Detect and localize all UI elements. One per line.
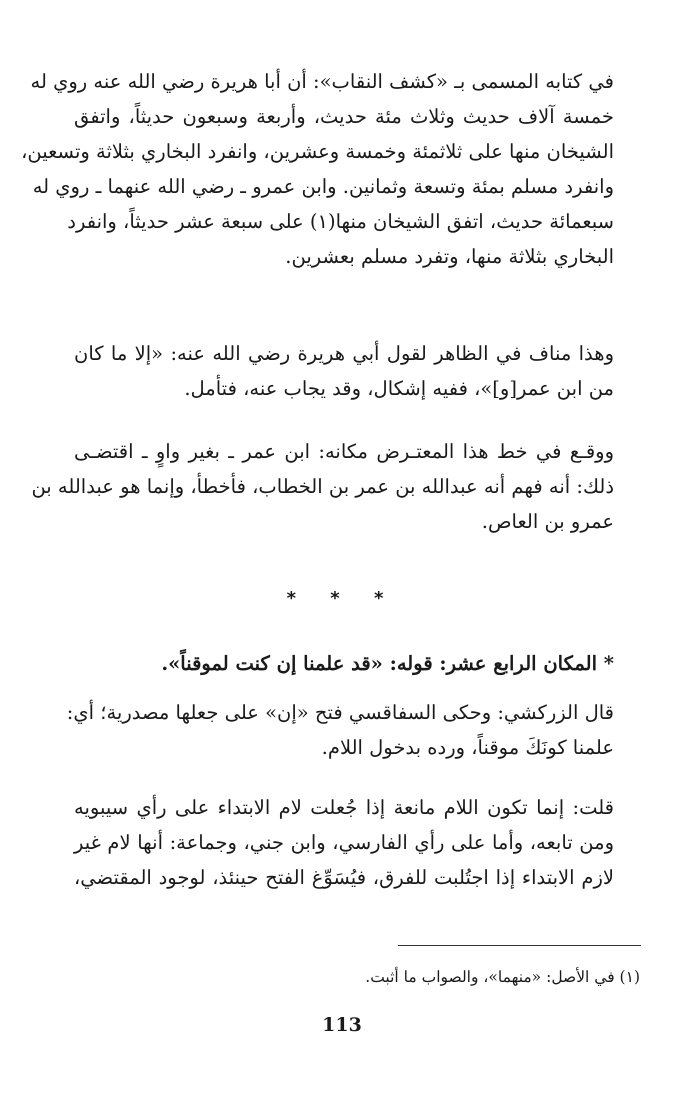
text-line: ووقـع في خط هذا المعتـرض مكانه: ابن عمر ـ بغير واوٍ ـ اقتضـى — [74, 440, 614, 463]
text-line: قلت: إنما تكون اللام مانعة إذا جُعلت لام الابتداء على رأي سيبويه — [74, 796, 614, 819]
text-line: قال الزركشي: وحكى السفاقسي فتح «إن» على جعلها مصدرية؛ أي: — [66, 701, 614, 724]
paragraph-1 — [21, 64, 614, 274]
text-line: لازم الابتداء إذا اجتُلبت للفرق، فيُسَوِّغ الفتح حينئذ، لوجود المقتضي، — [74, 866, 614, 889]
text-line: من ابن عمر[و]»، ففيه إشكال، وقد يجاب عنه، فتأمل. — [184, 377, 614, 400]
footnote: (١) في الأصل: «منهما»، والصواب ما أثبت. — [365, 968, 640, 986]
paragraph-3 — [31, 434, 614, 539]
paragraph-6 — [74, 790, 614, 895]
text-line: وانفرد مسلم بمئة وتسعة وثمانين. وابن عمرو ـ رضي الله عنهما ـ روي له — [32, 175, 614, 198]
text-line: في كتابه المسمى بـ «كشف النقاب»: أن أبا هريرة رضي الله عنه روي له — [30, 70, 614, 93]
paragraph-5 — [66, 695, 614, 765]
page-number: 113 — [322, 1014, 362, 1036]
footnote-divider — [398, 945, 641, 946]
text-line: ذلك: أنه فهم أنه عبدالله بن عمر بن الخطاب، فأخطأ، وإنما هو عبدالله بن — [31, 475, 614, 498]
text-line: علمنا كونَكَ موقناً، ورده بدخول اللام. — [321, 736, 614, 759]
text-line: البخاري بثلاثة منها، وتفرد مسلم بعشرين. — [285, 245, 614, 268]
text-line: سبعمائة حديث، اتفق الشيخان منها(١) على سبعة عشر حديثاً، وانفرد — [67, 210, 614, 233]
text-line: عمرو بن العاص. — [481, 510, 614, 533]
text-line: ومن تابعه، وأما على رأي الفارسي، وابن جني، وجماعة: أنها لام غير — [74, 831, 614, 854]
section-heading — [74, 646, 614, 681]
text-line: خمسة آلاف حديث وثلاث مئة حديث، وأربعة وسبعون حديثاً، واتفق — [74, 105, 614, 128]
heading-line: * المكان الرابع عشر: قوله: «قد علمنا إن كنت لموقناً». — [161, 652, 614, 675]
text-line: الشيخان منها على ثلاثمئة وخمسة وعشرين، وانفرد البخاري بثلاثة وتسعين، — [21, 140, 614, 163]
section-separator: * * * — [286, 588, 398, 609]
text-line: وهذا مناف في الظاهر لقول أبي هريرة رضي الله عنه: «إلا ما كان — [74, 342, 614, 365]
paragraph-2 — [74, 336, 614, 406]
